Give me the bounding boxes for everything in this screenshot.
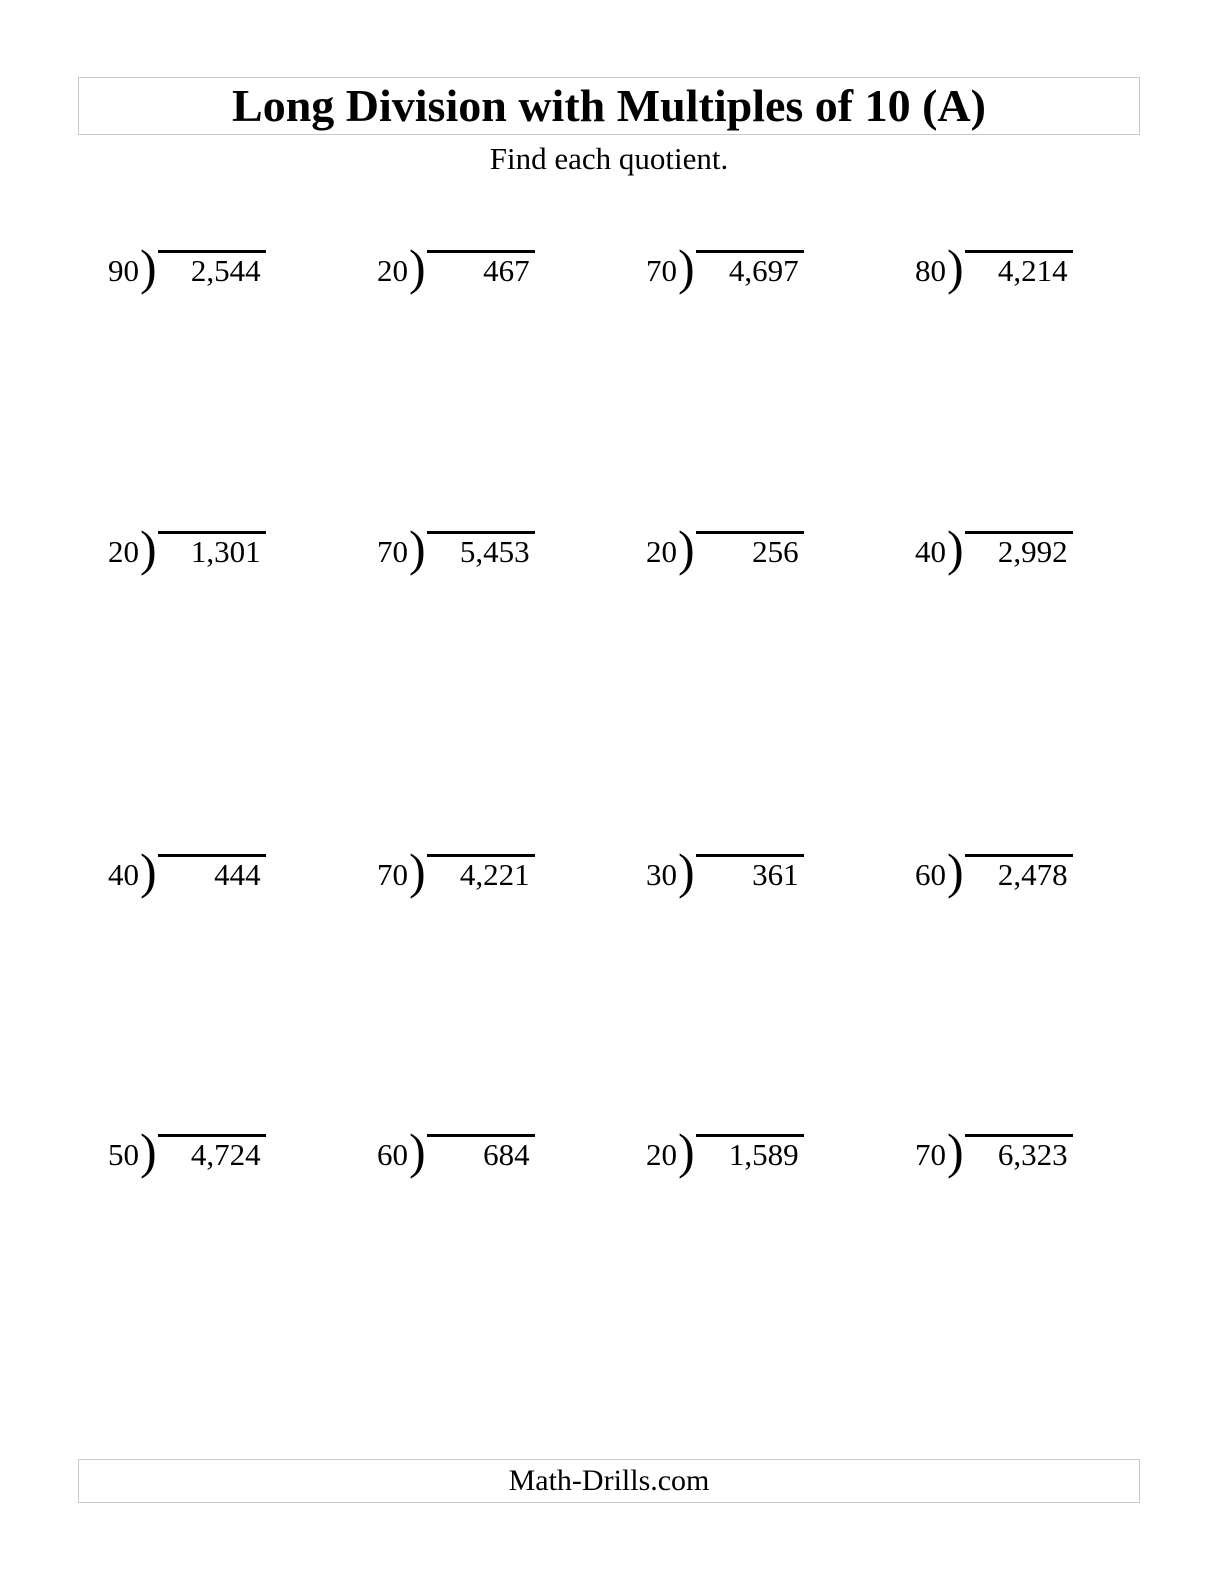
- divisor: 50: [108, 1137, 139, 1172]
- division-bracket-icon: ): [409, 843, 426, 899]
- divisor: 70: [646, 253, 677, 288]
- dividend: 467: [427, 250, 535, 286]
- divisor: 30: [646, 857, 677, 892]
- division-bracket-icon: ): [947, 520, 964, 576]
- footer-site-name: Math-Drills.com: [508, 1464, 710, 1497]
- divisor: 20: [377, 253, 408, 288]
- footer-box: [78, 1459, 1140, 1503]
- division-problem-10: [377, 843, 646, 899]
- division-bracket-icon: ): [140, 1123, 157, 1179]
- division-problem-4: [915, 239, 1184, 295]
- division-problem-6: [377, 520, 646, 576]
- division-problem-16: [915, 1123, 1184, 1179]
- divisor: 70: [377, 857, 408, 892]
- division-bracket-icon: ): [678, 1123, 695, 1179]
- instructions-text: Find each quotient.: [489, 141, 729, 176]
- divisor: 70: [915, 1137, 946, 1172]
- division-problem-1: [108, 239, 377, 295]
- division-bracket-icon: ): [140, 843, 157, 899]
- divisor: 60: [915, 857, 946, 892]
- dividend: 6,323: [965, 1134, 1073, 1170]
- divisor: 60: [377, 1137, 408, 1172]
- dividend: 444: [158, 854, 266, 890]
- division-bracket-icon: ): [409, 1123, 426, 1179]
- division-bracket-icon: ): [140, 239, 157, 295]
- worksheet-title: Long Division with Multiples of 10 (A): [232, 80, 986, 131]
- dividend: 2,992: [965, 531, 1073, 567]
- dividend: 2,478: [965, 854, 1073, 890]
- division-problem-3: [646, 239, 915, 295]
- divisor: 70: [377, 534, 408, 569]
- title-box: [78, 77, 1140, 135]
- problem-row-2: [0, 520, 1224, 576]
- divisor: 20: [646, 1137, 677, 1172]
- division-problem-7: [646, 520, 915, 576]
- dividend: 4,214: [965, 250, 1073, 286]
- divisor: 20: [646, 534, 677, 569]
- division-problem-8: [915, 520, 1184, 576]
- dividend: 256: [696, 531, 804, 567]
- division-problem-5: [108, 520, 377, 576]
- dividend: 4,221: [427, 854, 535, 890]
- problem-row-1: [0, 239, 1224, 295]
- divisor: 20: [108, 534, 139, 569]
- divisor: 40: [108, 857, 139, 892]
- division-problem-12: [915, 843, 1184, 899]
- dividend: 4,697: [696, 250, 804, 286]
- divisor: 80: [915, 253, 946, 288]
- division-problem-14: [377, 1123, 646, 1179]
- division-problem-13: [108, 1123, 377, 1179]
- division-bracket-icon: ): [947, 1123, 964, 1179]
- dividend: 361: [696, 854, 804, 890]
- divisor: 40: [915, 534, 946, 569]
- division-bracket-icon: ): [947, 239, 964, 295]
- dividend: 1,589: [696, 1134, 804, 1170]
- dividend: 2,544: [158, 250, 266, 286]
- division-bracket-icon: ): [409, 239, 426, 295]
- division-problem-2: [377, 239, 646, 295]
- division-problem-15: [646, 1123, 915, 1179]
- division-bracket-icon: ): [140, 520, 157, 576]
- dividend: 5,453: [427, 531, 535, 567]
- division-bracket-icon: ): [409, 520, 426, 576]
- division-bracket-icon: ): [678, 520, 695, 576]
- division-problem-11: [646, 843, 915, 899]
- problem-row-3: [0, 843, 1224, 899]
- problem-row-4: [0, 1123, 1224, 1179]
- dividend: 684: [427, 1134, 535, 1170]
- divisor: 90: [108, 253, 139, 288]
- dividend: 4,724: [158, 1134, 266, 1170]
- division-bracket-icon: ): [947, 843, 964, 899]
- division-bracket-icon: ): [678, 843, 695, 899]
- dividend: 1,301: [158, 531, 266, 567]
- division-bracket-icon: ): [678, 239, 695, 295]
- division-problem-9: [108, 843, 377, 899]
